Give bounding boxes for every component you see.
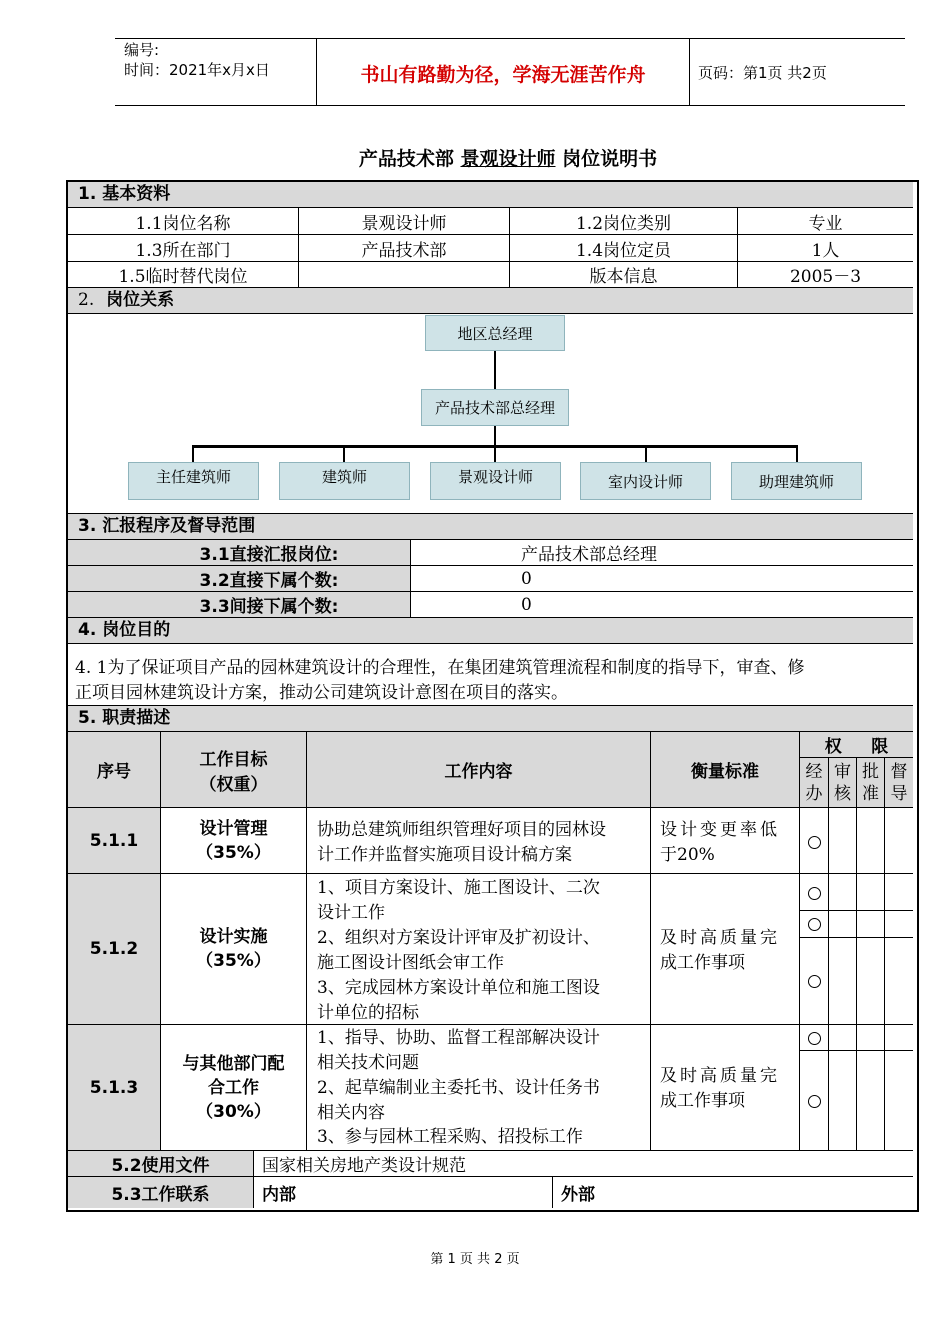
duty-standard-line: 成工作事项	[660, 953, 745, 973]
auth-cell	[885, 1025, 913, 1051]
col-content: 工作内容	[307, 732, 651, 808]
auth-cell	[885, 911, 913, 938]
authority-mark-icon	[808, 1095, 821, 1108]
org-node-assistant-architect: 助理建筑师	[731, 462, 862, 500]
col-seq: 序号	[68, 732, 161, 808]
auth-cell	[885, 874, 913, 911]
section-title: 岗位关系	[106, 290, 175, 310]
org-node-regional-gm: 地区总经理	[425, 315, 565, 351]
cell-label: 1.2岗位类别	[510, 208, 738, 235]
duty-content-line: 2、起草编制业主委托书、设计任务书	[317, 1078, 600, 1098]
duty-standard-line: 及时高质量完	[660, 1066, 780, 1086]
org-connector	[494, 426, 496, 446]
duty-content-line: 计工作并监督实施项目设计稿方案	[317, 845, 572, 865]
org-connector	[796, 445, 798, 462]
section-duties-heading: 5. 职责描述	[68, 706, 913, 732]
duty-goal: 与其他部门配 合工作 （30%）	[161, 1025, 307, 1151]
auth-cell	[857, 1051, 885, 1151]
indirect-subordinates-value: 0	[411, 592, 913, 618]
duty-content-line: 计单位的招标	[317, 1003, 419, 1023]
header-meta	[124, 40, 270, 80]
cell-label: 1.4岗位定员	[510, 235, 738, 262]
duty-standard-line: 于20%	[660, 845, 715, 865]
number-label: 编号:	[124, 41, 160, 59]
col-standard: 衡量标准	[651, 732, 800, 808]
col-goal-text: 工作目标	[199, 749, 268, 770]
section-number: 2.	[78, 290, 95, 310]
org-connector	[343, 445, 345, 462]
cell-value: 景观设计师	[299, 208, 510, 235]
cell-label: 1.1岗位名称	[68, 208, 299, 235]
duty-standard-line: 设计变更率低	[660, 820, 780, 840]
org-connector	[494, 351, 496, 389]
auth-cell	[829, 1051, 857, 1151]
col-authority-supervise: 督 导	[885, 758, 913, 808]
cell-value: 2005－3	[738, 262, 913, 288]
section-purpose-heading: 4. 岗位目的	[68, 618, 913, 644]
duty-content-line: 1、项目方案设计、施工图设计、二次	[317, 878, 600, 898]
authority-mark-icon	[808, 836, 821, 849]
duty-seq: 5.1.2	[68, 874, 161, 1025]
col-goal	[161, 732, 307, 808]
cell-value	[299, 262, 510, 288]
cell-value: 1人	[738, 235, 913, 262]
duty-content-line: 设计工作	[317, 903, 385, 923]
section-relations-heading	[68, 288, 913, 314]
purpose-line: 正项目园林建筑设计方案，推动公司建筑设计意图在项目的落实。	[75, 683, 568, 703]
section-basic-info-heading: 1. 基本资料	[68, 182, 913, 208]
cell-value: 产品技术部	[299, 235, 510, 262]
auth-cell	[829, 808, 857, 874]
org-node-dept-gm: 产品技术部总经理	[421, 389, 569, 426]
duty-content-line: 相关内容	[317, 1103, 385, 1123]
org-connector	[645, 445, 647, 462]
auth-cell	[885, 808, 913, 874]
direct-subordinates-value: 0	[411, 566, 913, 592]
duty-content-line: 3、完成园林方案设计单位和施工图设	[317, 978, 600, 998]
reporting-value: 产品技术部总经理	[411, 540, 913, 566]
cell-label: 1.3所在部门	[68, 235, 299, 262]
contact-external: 外部	[561, 1185, 595, 1205]
auth-cell	[885, 1051, 913, 1151]
time-label: 时间：2021年x月x日	[124, 61, 270, 79]
duty-content-line: 施工图设计图纸会审工作	[317, 953, 504, 973]
duty-seq: 5.1.1	[68, 808, 161, 874]
docs-value: 国家相关房地产类设计规范	[254, 1151, 913, 1177]
duty-goal: 设计实施 （35%）	[161, 874, 307, 1025]
duty-standard-line: 成工作事项	[660, 1091, 745, 1111]
section-reporting-heading: 3. 汇报程序及督导范围	[68, 514, 913, 540]
title-dept: 产品技术部	[358, 148, 454, 170]
col-authority-approve: 批 准	[857, 758, 885, 808]
authority-mark-icon	[808, 918, 821, 931]
auth-cell	[857, 874, 885, 911]
purpose-line: 4. 1为了保证项目产品的园林建筑设计的合理性，在集团建筑管理流程和制度的指导下，审查、修	[75, 658, 805, 678]
col-authority: 权 限	[800, 732, 913, 758]
org-node-landscape-designer: 景观设计师	[430, 462, 561, 500]
duty-goal: 设计管理 （35%）	[161, 808, 307, 874]
indirect-subordinates-label: 3.3间接下属个数:	[68, 592, 411, 618]
col-authority-handle: 经 办	[800, 758, 829, 808]
contact-label: 5.3工作联系	[68, 1177, 254, 1208]
duty-content-line: 协助总建筑师组织管理好项目的园林设	[317, 820, 606, 840]
org-node-chief-architect: 主任建筑师	[128, 462, 259, 500]
reporting-label: 3.1直接汇报岗位:	[68, 540, 411, 566]
auth-cell	[829, 874, 857, 911]
org-node-architect: 建筑师	[279, 462, 410, 500]
auth-cell	[857, 911, 885, 938]
duty-seq: 5.1.3	[68, 1025, 161, 1151]
header-top-line	[115, 38, 905, 39]
auth-cell	[885, 938, 913, 1025]
duty-content-line: 2、组织对方案设计评审及扩初设计、	[317, 928, 600, 948]
duty-standard-line: 及时高质量完	[660, 928, 780, 948]
header-motto: 书山有路勤为径，学海无涯苦作舟	[360, 63, 646, 86]
page-footer: 第 1 页 共 2 页	[430, 1252, 520, 1267]
auth-cell	[857, 1025, 885, 1051]
org-node-interior-designer: 室内设计师	[580, 462, 711, 500]
docs-label: 5.2使用文件	[68, 1151, 254, 1177]
auth-cell	[857, 808, 885, 874]
auth-cell	[857, 938, 885, 1025]
auth-cell	[829, 938, 857, 1025]
contact-internal: 内部	[254, 1177, 553, 1208]
title-position: 景观设计师	[460, 148, 556, 170]
duty-content-line: 3、参与园林工程采购、招投标工作	[317, 1127, 583, 1147]
title-doc: 岗位说明书	[562, 148, 658, 170]
auth-cell	[829, 911, 857, 938]
header-page-info: 页码：第1页 共2页	[698, 64, 827, 82]
authority-mark-icon	[808, 1032, 821, 1045]
authority-mark-icon	[808, 975, 821, 988]
cell-label: 1.5临时替代岗位	[68, 262, 299, 288]
authority-mark-icon	[808, 887, 821, 900]
col-authority-review: 审 核	[829, 758, 857, 808]
page-title	[0, 144, 950, 171]
org-connector	[192, 445, 194, 462]
cell-label: 版本信息	[510, 262, 738, 288]
duty-content-line: 1、指导、协助、监督工程部解决设计	[317, 1028, 600, 1048]
col-goal-weight: （权重）	[199, 774, 268, 795]
org-connector	[494, 445, 496, 462]
direct-subordinates-label: 3.2直接下属个数:	[68, 566, 411, 592]
auth-cell	[829, 1025, 857, 1051]
cell-value: 专业	[738, 208, 913, 235]
duty-content-line: 相关技术问题	[317, 1053, 419, 1073]
